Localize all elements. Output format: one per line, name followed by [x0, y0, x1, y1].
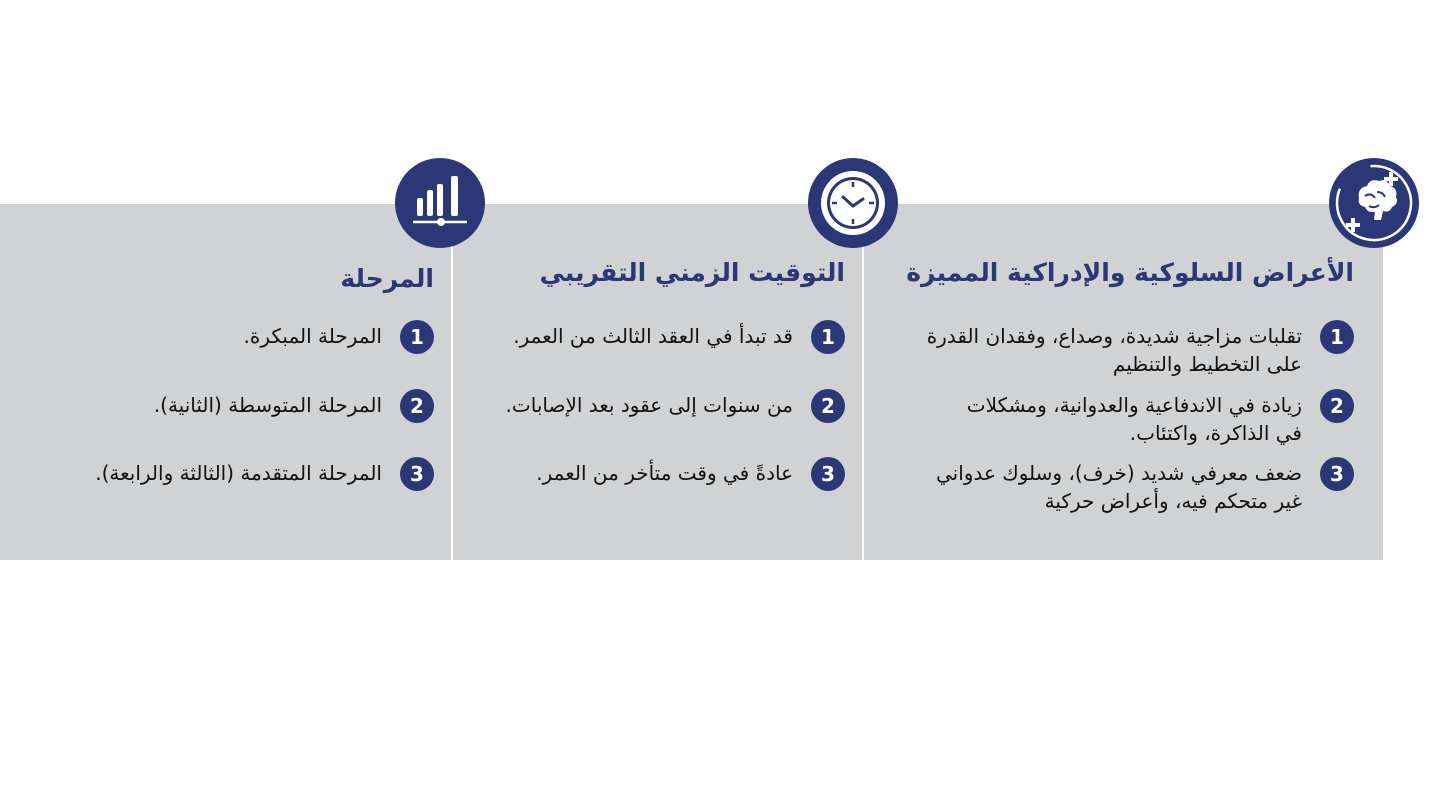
column-timing: [455, 256, 845, 546]
number-badge: 1: [400, 320, 434, 354]
column-title: التوقيت الزمني التقريبي: [539, 258, 845, 287]
item-text: [244, 320, 382, 350]
item-line: المرحلة المتقدمة (الثالثة والرابعة).: [95, 461, 382, 485]
list-item: [536, 457, 845, 491]
column-title: الأعراض السلوكية والإدراكية المميزة: [906, 258, 1354, 287]
item-text: [927, 320, 1302, 378]
item-line: غير متحكم فيه، وأعراض حركية: [1044, 489, 1302, 513]
brain-plus-icon: [1329, 158, 1419, 248]
item-text: [936, 457, 1302, 515]
item-line: تقلبات مزاجية شديدة، وصداع، وفقدان القدرة: [926, 324, 1302, 348]
item-text: [154, 389, 382, 419]
clock-icon: [808, 158, 898, 248]
list-item: [927, 320, 1354, 378]
item-line: زيادة في الاندفاعية والعدوانية، ومشكلات: [966, 393, 1302, 417]
item-line: المرحلة المتوسطة (الثانية).: [153, 393, 382, 417]
column-divider: [862, 204, 864, 560]
item-text: [513, 320, 793, 350]
number-badge: 3: [811, 457, 845, 491]
list-item: [967, 389, 1354, 447]
number-badge: 2: [1320, 389, 1354, 423]
list-item: [244, 320, 434, 354]
item-line: على التخطيط والتنظيم: [1112, 352, 1302, 376]
number-badge: 1: [811, 320, 845, 354]
item-line: عادةً في وقت متأخر من العمر.: [536, 461, 793, 485]
item-text: [95, 457, 382, 487]
number-badge: 1: [1320, 320, 1354, 354]
item-line: ضعف معرفي شديد (خرف)، وسلوك عدواني: [936, 461, 1302, 485]
item-line: في الذاكرة، واكتئاب.: [1129, 421, 1302, 445]
number-badge: 3: [400, 457, 434, 491]
column-symptoms: [906, 256, 1354, 546]
list-item: [936, 457, 1354, 515]
bar-chart-icon: [395, 158, 485, 248]
column-stage: [34, 262, 434, 552]
number-badge: 2: [400, 389, 434, 423]
list-item: [513, 320, 845, 354]
list-item: [154, 389, 434, 423]
item-line: المرحلة المبكرة.: [243, 324, 382, 348]
item-text: [506, 389, 793, 419]
item-text: [967, 389, 1302, 447]
list-item: [506, 389, 845, 423]
item-text: [536, 457, 793, 487]
number-badge: 3: [1320, 457, 1354, 491]
number-badge: 2: [811, 389, 845, 423]
column-divider: [451, 204, 453, 560]
item-line: من سنوات إلى عقود بعد الإصابات.: [505, 393, 793, 417]
list-item: [95, 457, 434, 491]
column-title: المرحلة: [340, 264, 434, 293]
item-line: قد تبدأ في العقد الثالث من العمر.: [513, 324, 793, 348]
